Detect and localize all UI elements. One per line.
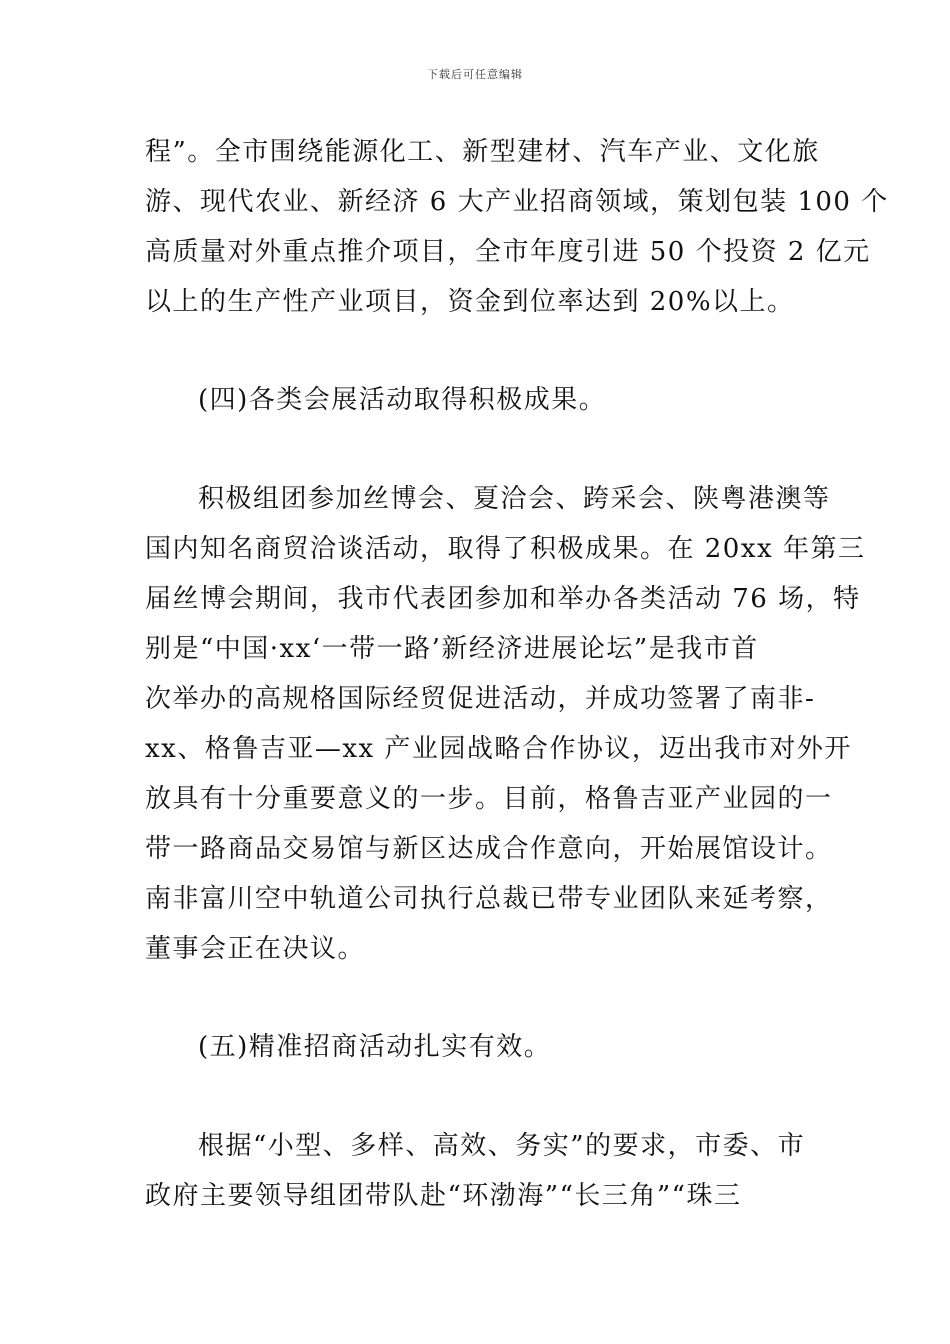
paragraph-line: 别是“中国·xx‘一带一路’新经济进展论坛”是我市首 <box>145 634 759 664</box>
paragraph-line: 以上的生产性产业项目，资金到位率达到 20%以上。 <box>145 287 795 317</box>
paragraph-line: 次举办的高规格国际经贸促进活动，并成功签署了南非- <box>145 684 816 714</box>
paragraph-line: 程”。全市围绕能源化工、新型建材、汽车产业、文化旅 <box>145 137 820 167</box>
paragraph-line: 积极组团参加丝博会、夏洽会、跨采会、陕粤港澳等 <box>198 484 831 514</box>
paragraph-line: 董事会正在决议。 <box>145 934 366 964</box>
paragraph-line: 政府主要领导组团带队赴“环渤海”“长三角”“珠三 <box>145 1181 742 1211</box>
paragraph-line: 高质量对外重点推介项目，全市年度引进 50 个投资 2 亿元 <box>145 237 871 267</box>
paragraph-line: 届丝博会期间，我市代表团参加和举办各类活动 76 场，特 <box>145 584 861 614</box>
paragraph-line: 带一路商品交易馆与新区达成合作意向，开始展馆设计。 <box>145 834 833 864</box>
section-heading: (四)各类会展活动取得积极成果。 <box>198 385 607 415</box>
section-heading: (五)精准招商活动扎实有效。 <box>198 1032 552 1062</box>
paragraph-line: xx、格鲁吉亚—xx 产业园战略合作协议，迈出我市对外开 <box>145 734 852 764</box>
page-header-note: 下载后可任意编辑 <box>427 68 523 81</box>
paragraph-line: 根据“小型、多样、高效、务实”的要求，市委、市 <box>198 1131 806 1161</box>
paragraph-line: 放具有十分重要意义的一步。目前，格鲁吉亚产业园的一 <box>145 784 833 814</box>
paragraph-line: 南非富川空中轨道公司执行总裁已带专业团队来延考察， <box>145 884 833 914</box>
paragraph-line: 国内知名商贸洽谈活动，取得了积极成果。在 20xx 年第三 <box>145 534 866 564</box>
paragraph-line: 游、现代农业、新经济 6 大产业招商领域，策划包装 100 个 <box>145 187 889 217</box>
